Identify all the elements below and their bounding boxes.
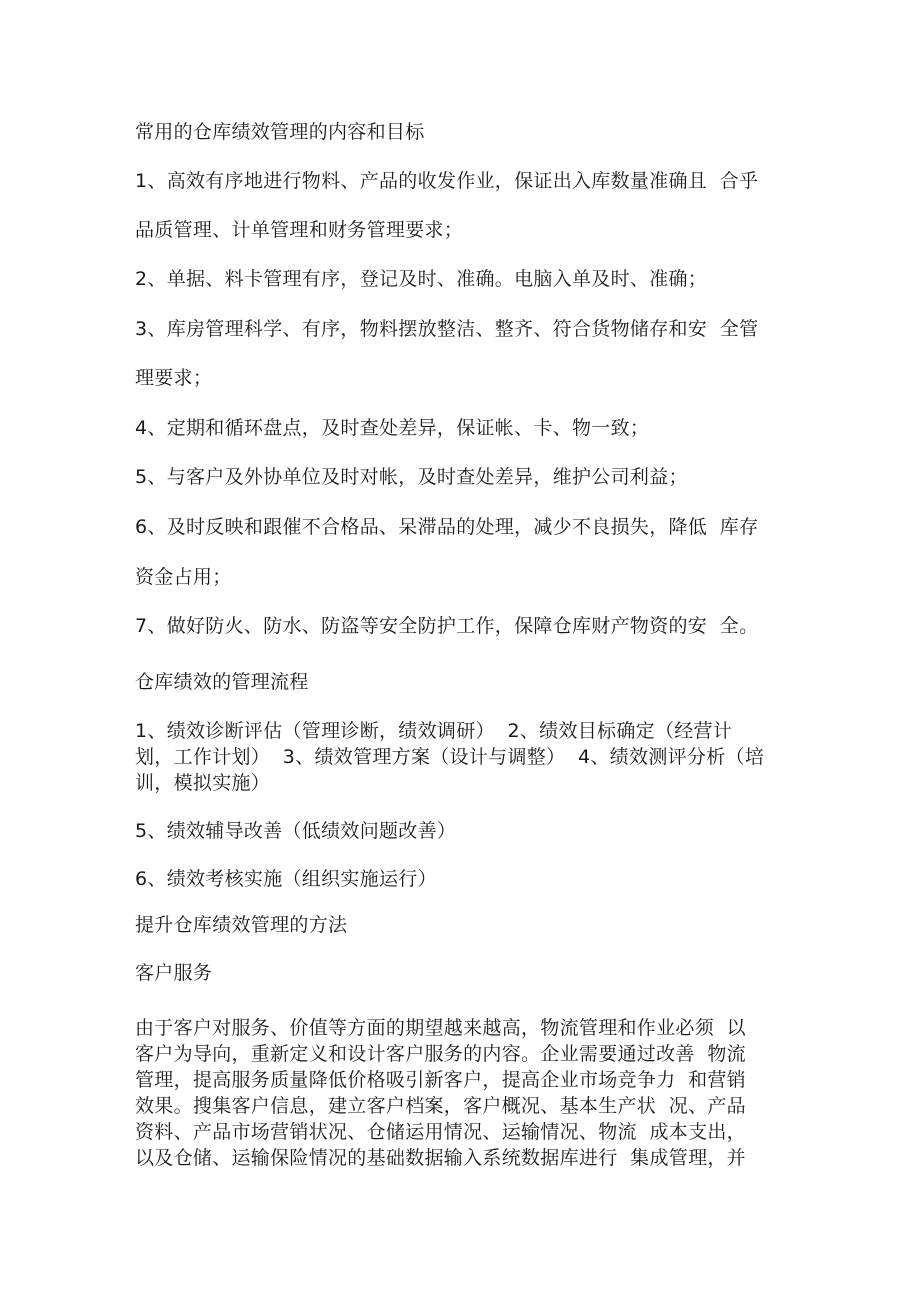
service-line: 管理，提高服务质量降低价格吸引新客户，提高企业市场竞争力 和营销 bbox=[135, 1069, 746, 1091]
goal-line: 理要求； bbox=[135, 367, 213, 389]
service-line: 由于客户对服务、价值等方面的期望越来越高，物流管理和作业必须 以 bbox=[135, 1017, 746, 1039]
process-line: 6、绩效考核实施（组织实施运行） bbox=[135, 868, 437, 890]
process-line: 5、绩效辅导改善（低绩效问题改善） bbox=[135, 820, 457, 842]
service-line: 客户为导向，重新定义和设计客户服务的内容。企业需要通过改善 物流 bbox=[135, 1043, 746, 1065]
section-heading-methods: 提升仓库绩效管理的方法 bbox=[135, 914, 348, 936]
goal-line: 品质管理、计单管理和财务管理要求； bbox=[135, 219, 464, 241]
process-line: 1、绩效诊断评估（管理诊断，绩效调研） 2、绩效目标确定（经营计 bbox=[135, 720, 733, 742]
service-line: 以及仓储、运输保险情况的基础数据输入系统数据库进行 集成管理，并 bbox=[135, 1147, 746, 1169]
goal-line: 7、做好防火、防水、防盗等安全防护工作，保障仓库财产物资的安 全。 bbox=[135, 615, 759, 637]
service-line: 资料、产品市场营销状况、仓储运用情况、运输情况、物流 成本支出， bbox=[135, 1121, 746, 1143]
subsection-heading-service: 客户服务 bbox=[135, 962, 213, 984]
goal-line: 3、库房管理科学、有序，物料摆放整洁、整齐、符合货物储存和安 全管 bbox=[135, 318, 759, 340]
goal-line: 1、高效有序地进行物料、产品的收发作业，保证出入库数量准确且 合乎 bbox=[135, 170, 759, 192]
goal-line: 资金占用； bbox=[135, 566, 232, 588]
process-line: 训，模拟实施） bbox=[135, 772, 271, 794]
section-heading-process: 仓库绩效的管理流程 bbox=[135, 671, 309, 693]
section-heading-goals: 常用的仓库绩效管理的内容和目标 bbox=[135, 121, 425, 143]
process-line: 划，工作计划） 3、绩效管理方案（设计与调整） 4、绩效测评分析（培 bbox=[135, 746, 765, 768]
goal-line: 5、与客户及外协单位及时对帐，及时查处差异，维护公司利益； bbox=[135, 466, 688, 488]
goal-line: 6、及时反映和跟催不合格品、呆滞品的处理，减少不良损失，降低 库存 bbox=[135, 516, 759, 538]
goal-line: 4、定期和循环盘点，及时查处差异，保证帐、卡、物一致； bbox=[135, 417, 650, 439]
goal-line: 2、单据、料卡管理有序，登记及时、准确。电脑入单及时、准确； bbox=[135, 268, 708, 290]
service-line: 效果。搜集客户信息，建立客户档案，客户概况、基本生产状 况、产品 bbox=[135, 1095, 746, 1117]
